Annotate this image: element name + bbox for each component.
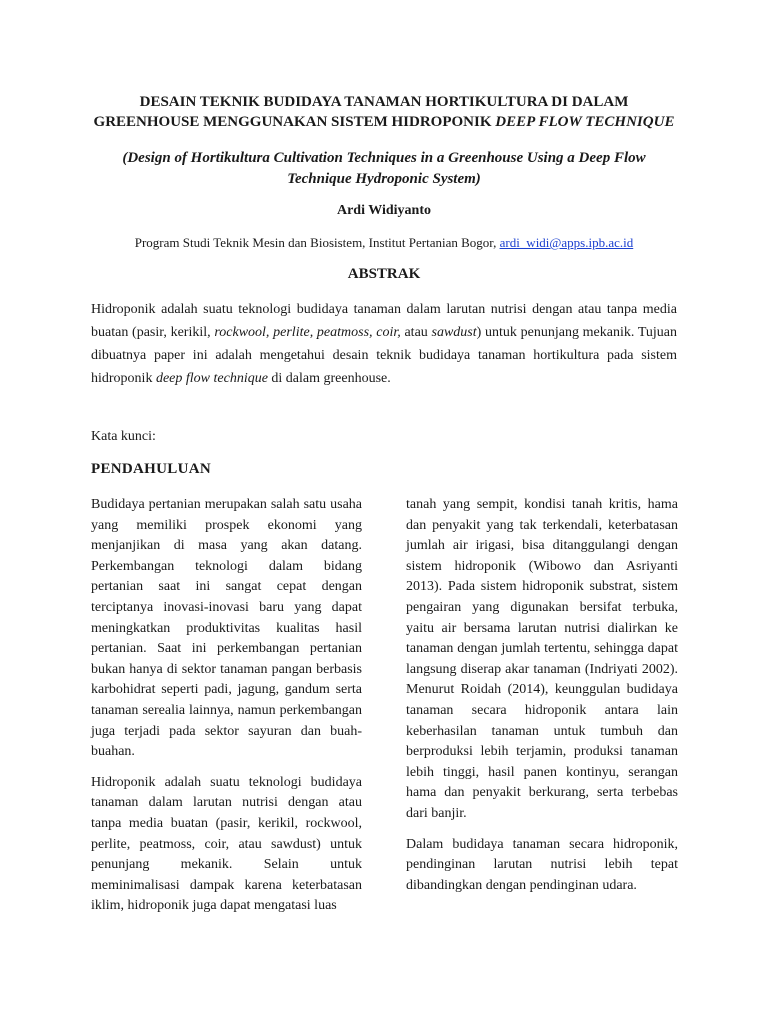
affiliation-text: Program Studi Teknik Mesin dan Biosistem, Institut Pertanian Bogor, — [134, 235, 500, 250]
abstract-text-2: atau — [400, 325, 432, 340]
right-column — [406, 495, 678, 906]
abstract-text-3: ) untuk penunjang mekanik. Tujuan dibuatnya paper ini adalah mengetahui desain teknik budidaya tanaman hortikultura pada sistem hidroponik — [91, 325, 677, 386]
title-line-2-text: GREENHOUSE MENGGUNAKAN SISTEM HIDROPONIK — [93, 114, 496, 130]
left-column — [91, 495, 362, 927]
title-line-1: DESAIN TEKNIK BUDIDAYA TANAMAN HORTIKULTURA DI DALAM — [139, 94, 629, 110]
abstract-heading: ABSTRAK — [347, 266, 421, 282]
paper-title — [80, 92, 688, 132]
abstract-text-4: di dalam greenhouse. — [267, 371, 391, 386]
title-line-2-italic: DEEP FLOW TECHNIQUE — [495, 114, 675, 130]
title-line-2 — [80, 112, 688, 132]
abstract-text-1: Hidroponik adalah suatu teknologi budidaya tanaman dalam larutan nutrisi dengan atau tanpa media buatan (pasir, kerikil, — [91, 302, 677, 340]
email-link[interactable]: ardi_widi@apps.ipb.ac.id — [499, 235, 634, 250]
paragraph: Hidroponik adalah suatu teknologi budidaya tanaman dalam larutan nutrisi dengan atau tanpa media buatan (pasir, kerikil, rockwool, perlite, peatmoss, coir, atau sawdust) untuk penunjang mekanik. Selain untuk meminimalisasi dampak karena keterbatasan iklim, hidroponik juga dapat mengatasi luas — [91, 774, 362, 914]
keywords-label: Kata kunci: — [91, 429, 156, 444]
paragraph: tanah yang sempit, kondisi tanah kritis, hama dan penyakit yang tak terkendali, keterbatasan jumlah air irigasi, bisa ditanggulangi dengan sistem hidroponik (Wibowo dan Asriyanti 2013). Pada sistem hidroponik substrat, sistem pengairan yang digunakan bersifat terbuka, yaitu air bersama larutan nutrisi dialirkan ke tanaman dengan jumlah tertentu, sehingga dapat langsung diserap akar tanaman (Indriyati 2002). Menurut Roidah (2014), keunggulan budidaya tanaman secara hidroponik antara lain keberhasilan tanaman untuk tumbuh dan berproduksi lebih terjamin, produksi tanaman lebih tinggi, hasil panen kontinyu, serangan hama dan penyakit berkurang, serta terbebas dari banjir. — [406, 497, 678, 821]
affiliation — [0, 235, 768, 251]
paragraph: Budidaya pertanian merupakan salah satu usaha yang memiliki prospek ekonomi yang menjanjikan di masa yang akan datang. Perkembangan teknologi dalam bidang pertanian saat ini sangat cepat dengan terciptanya inovasi-inovasi baru yang dapat meningkatkan produktivitas kualitas hasil pertanian. Saat ini perkembangan pertanian bukan hanya di sektor tanaman pangan berbasis karbohidrat seperti padi, jagung, gandum serta tanaman serealia lainnya, namun perkembangan juga terjadi pada sektor sayuran dan buah-buahan. — [91, 497, 362, 760]
abstract-italic-2: sawdust — [431, 325, 477, 340]
section-heading: PENDAHULUAN — [91, 461, 211, 477]
english-title: (Design of Hortikultura Cultivation Techniques in a Greenhouse Using a Deep Flow Technique Hydroponic System) — [122, 150, 646, 187]
abstract-body — [91, 298, 677, 390]
abstract-italic-3: deep flow technique — [155, 371, 268, 386]
author-name: Ardi Widiyanto — [336, 203, 431, 218]
paragraph: Dalam budidaya tanaman secara hidroponik, pendinginan larutan nutrisi lebih tepat dibandingkan dengan pendinginan udara. — [406, 836, 678, 893]
abstract-italic-1: rockwool, perlite, peatmoss, coir, — [214, 325, 401, 340]
